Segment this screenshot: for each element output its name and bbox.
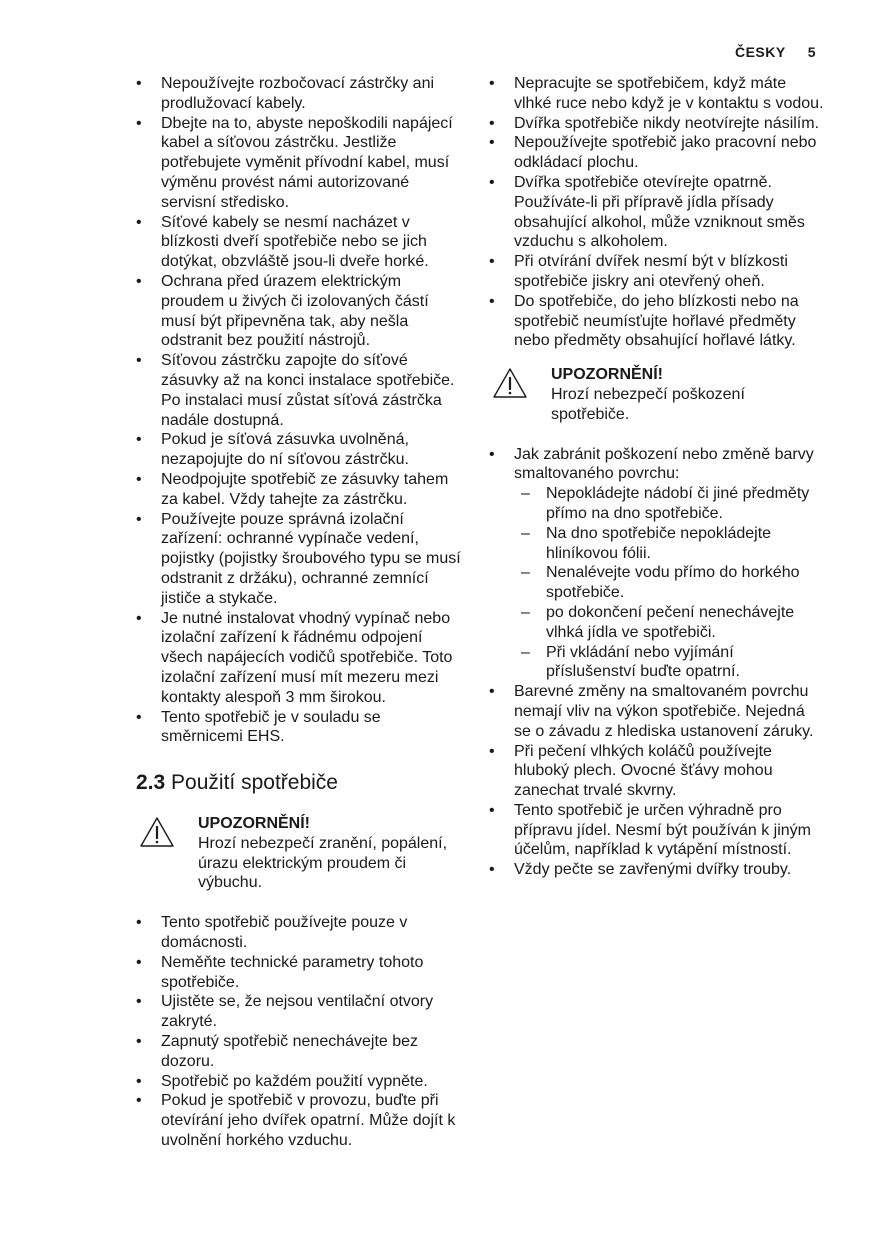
list-item: • Při pečení vlhkých koláčů používejte hluboký plech. Ovocné šťávy mohou zanechat trvalé skvrny. (489, 742, 825, 801)
sublist-item: – Při vkládání nebo vyjímání příslušenství buďte opatrní. (514, 643, 825, 683)
list-item: • Spotřebič po každém použití vypněte. (136, 1072, 466, 1092)
warning-box (136, 814, 466, 893)
warning-triangle-icon (139, 816, 175, 848)
warning-text: Hrozí nebezpečí poškození spotřebiče. (551, 385, 745, 423)
sublist-item: – Na dno spotřebiče nepokládejte hliníkovou fólii. (514, 524, 825, 564)
list-item: • Nepracujte se spotřebičem, když máte vlhké ruce nebo když je v kontaktu s vodou. (489, 74, 825, 114)
warning-triangle-icon (492, 367, 528, 399)
safety-list-electrical (136, 74, 466, 747)
list-item: • Vždy pečte se zavřenými dvířky trouby. (489, 860, 825, 880)
enamel-sublist (514, 484, 825, 682)
list-item: • Zapnutý spotřebič nenechávejte bez dozoru. (136, 1032, 466, 1072)
list-item: • Neodpojujte spotřebič ze zásuvky tahem za kabel. Vždy tahejte za zástrčku. (136, 470, 466, 510)
list-item: • Nepoužívejte spotřebič jako pracovní nebo odkládací plochu. (489, 133, 825, 173)
list-item: • Nepoužívejte rozbočovací zástrčky ani prodlužovací kabely. (136, 74, 466, 114)
warning-title: UPOZORNĚNÍ! (551, 366, 663, 384)
list-item: • Používejte pouze správná izolační zařízení: ochranné vypínače vedení, pojistky (pojistky šroubového typu se musí odstranit z držáku), ochranné zemnící jističe a stykače. (136, 510, 466, 609)
safety-list-usage (136, 913, 466, 1151)
list-item: • Síťové kabely se nesmí nacházet v blízkosti dveří spotřebiče nebo se jich dotýkat, obzvláště jsou-li dveře horké. (136, 213, 466, 272)
list-item: • Tento spotřebič je určen výhradně pro přípravu jídel. Nesmí být používán k jiným účelům, například k vytápění místností. (489, 801, 825, 860)
left-column (136, 74, 466, 1151)
safety-list-enamel (489, 445, 825, 881)
sublist-item: – po dokončení pečení nenechávejte vlhká jídla ve spotřebiči. (514, 603, 825, 643)
right-column (489, 74, 825, 880)
list-item: • Síťovou zástrčku zapojte do síťové zásuvky až na konci instalace spotřebiče. Po instalaci musí zůstat síťová zástrčka nadále dostupná. (136, 351, 466, 430)
list-item: • Neměňte technické parametry tohoto spotřebiče. (136, 953, 466, 993)
section-number: 2.3 (136, 771, 166, 795)
list-item: • Při otvírání dvířek nesmí být v blízkosti spotřebiče jiskry ani otevřený oheň. (489, 252, 825, 292)
list-item: • Ochrana před úrazem elektrickým proudem u živých či izolovaných částí musí být připevněna tak, aby nešla odstranit bez použití nástrojů. (136, 272, 466, 351)
page-number: 5 (807, 44, 816, 60)
list-item: • Dbejte na to, abyste nepoškodili napájecí kabel a síťovou zástrčku. Jestliže potřebujete vyměnit přívodní kabel, musí výměnu provést námi autorizované servisní středisko. (136, 114, 466, 213)
safety-list-handling (489, 74, 825, 351)
list-item: • Ujistěte se, že nejsou ventilační otvory zakryté. (136, 992, 466, 1032)
warning-text: Hrozí nebezpečí zranění, popálení, úrazu elektrickým proudem či výbuchu. (198, 834, 448, 892)
list-item: • Barevné změny na smaltovaném povrchu nemají vliv na výkon spotřebiče. Nejedná se o závadu z hlediska ustanovení záruky. (489, 682, 825, 741)
sublist-item: – Nenalévejte vodu přímo do horkého spotřebiče. (514, 563, 825, 603)
page-header (735, 44, 816, 60)
enamel-intro: Jak zabránit poškození nebo změně barvy smaltovaného povrchu: (514, 445, 814, 483)
sublist-item: – Nepokládejte nádobí či jiné předměty přímo na dno spotřebiče. (514, 484, 825, 524)
list-item: • Pokud je síťová zásuvka uvolněná, nezapojujte do ní síťovou zástrčku. (136, 430, 466, 470)
list-item: • Dvířka spotřebiče otevírejte opatrně. Používáte-li při přípravě jídla přísady obsahující alkohol, může vzniknout směs vzduchu s alkoholem. (489, 173, 825, 252)
list-item: • Je nutné instalovat vhodný vypínač nebo izolační zařízení k řádnému odpojení všech napájecích vodičů spotřebiče. Toto izolační zařízení musí mít mezeru mezi kontakty alespoň 3 mm širokou. (136, 609, 466, 708)
language-label: ČESKY (734, 44, 786, 60)
warning-box (489, 365, 825, 424)
section-title: Použití spotřebiče (171, 771, 338, 795)
list-item: • Dvířka spotřebiče nikdy neotvírejte násilím. (489, 114, 825, 134)
list-item (489, 445, 825, 683)
list-item: • Do spotřebiče, do jeho blízkosti nebo na spotřebič neumísťujte hořlavé předměty nebo předměty obsahující hořlavé látky. (489, 292, 825, 351)
list-item: • Tento spotřebič používejte pouze v domácnosti. (136, 913, 466, 953)
section-heading (136, 770, 466, 796)
list-item: • Pokud je spotřebič v provozu, buďte při otevírání jeho dvířek opatrní. Může dojít k uvolnění horkého vzduchu. (136, 1091, 466, 1150)
list-item: • Tento spotřebič je v souladu se směrnicemi EHS. (136, 708, 466, 748)
warning-title: UPOZORNĚNÍ! (198, 815, 310, 833)
